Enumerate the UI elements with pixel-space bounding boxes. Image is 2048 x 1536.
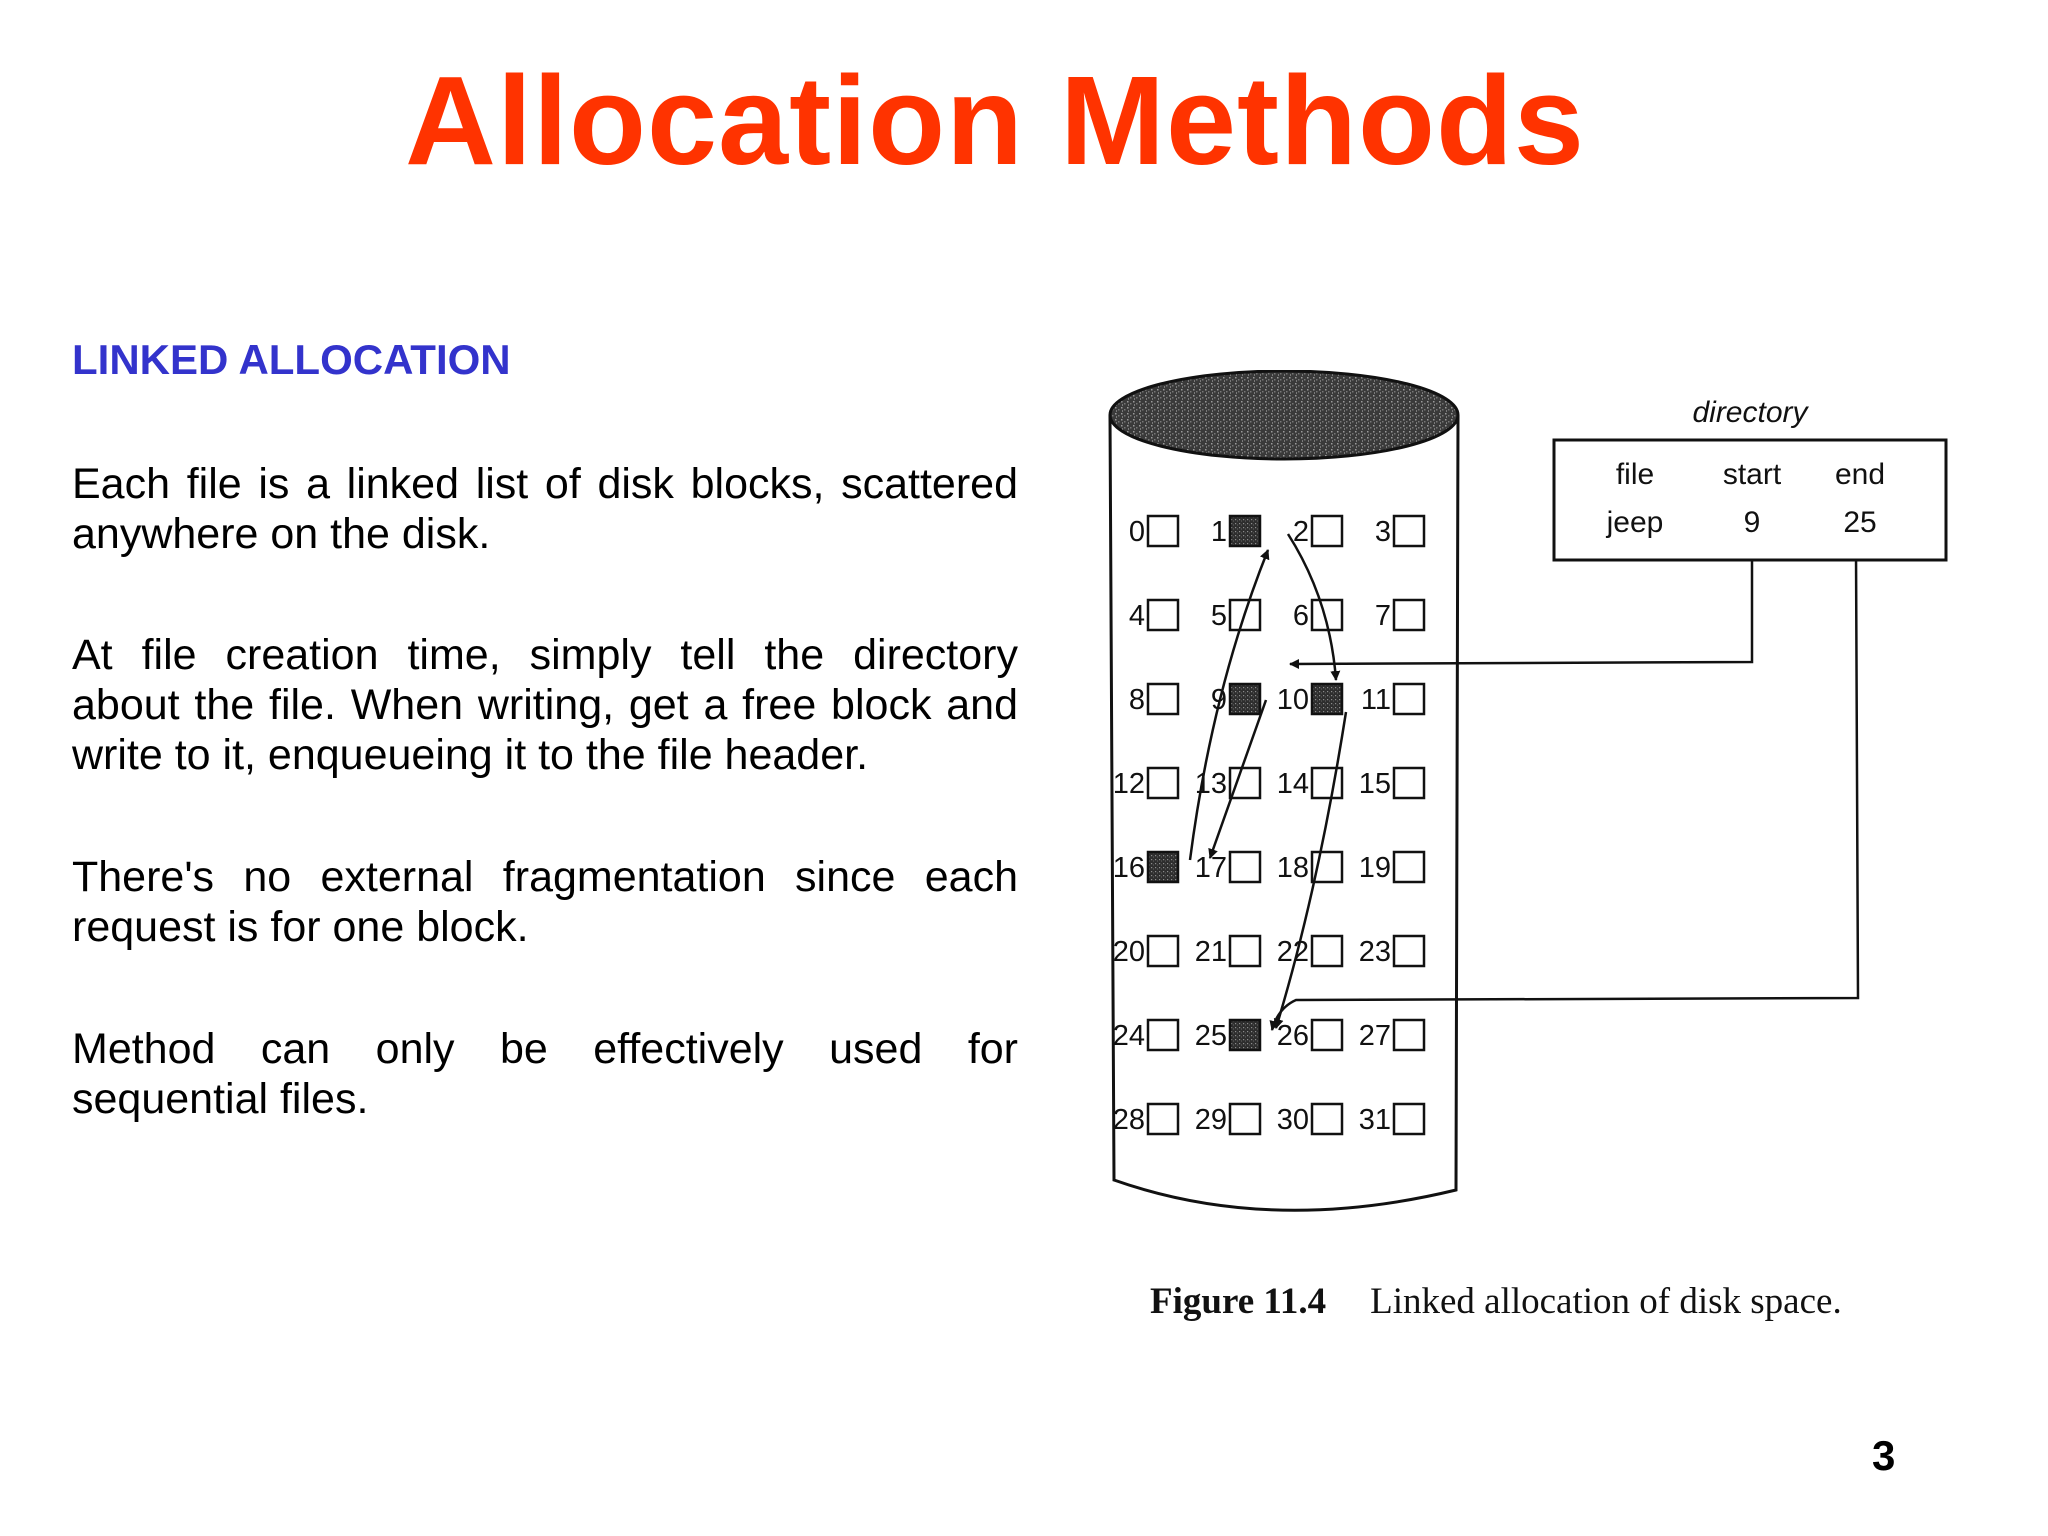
disk-block-4 [1129,600,1178,632]
block-number: 0 [1128,516,1145,548]
free-block-square [1394,768,1424,798]
directory-label: directory [1692,396,1808,429]
disk-block-7 [1375,600,1424,632]
free-block-square [1148,1104,1178,1134]
block-number: 28 [1112,1104,1145,1136]
figure-caption [1150,1280,1842,1323]
row-file-value: jeep [1606,506,1664,539]
used-block-square [1148,852,1178,882]
directory-table [1554,396,1946,560]
disk-block-5 [1211,600,1260,632]
disk-block-24 [1113,1020,1178,1052]
row-start-value: 9 [1743,506,1761,539]
disk-block-3 [1375,516,1424,548]
paragraph-fragmentation: There's no external fragmentation since each request is for one block. [72,853,1018,951]
block-number: 11 [1360,684,1391,716]
block-number: 9 [1210,684,1227,716]
disk-block-11 [1361,684,1424,716]
free-block-square [1394,1104,1424,1134]
linked-allocation-figure [1090,370,1990,1330]
disk-block-21 [1195,936,1260,968]
block-number: 26 [1276,1020,1309,1052]
block-number: 22 [1276,936,1309,968]
used-block-square [1312,684,1342,714]
figure-caption-number: Figure 11.4 [1150,1281,1327,1322]
disk-block-8 [1129,684,1178,716]
paragraph-sequential: Method can only be effectively used for sequential files. [72,1025,1018,1123]
disk-block-10 [1277,684,1342,716]
section-heading: LINKED ALLOCATION [72,336,511,383]
block-number: 7 [1374,600,1391,632]
free-block-square [1394,936,1424,966]
figure-caption-text: Linked allocation of disk space. [1370,1281,1842,1322]
free-block-square [1394,684,1424,714]
disk-block-20 [1113,936,1178,968]
slide-title: Allocation Methods [405,50,1585,191]
arrow-dir-start-to-9 [1290,552,1752,664]
used-block-square [1230,1020,1260,1050]
block-grid [1113,516,1424,1136]
disk-block-27 [1359,1020,1424,1052]
paragraph-file-creation: At file creation time, simply tell the directory about the file. When writing, get a free block and write to it, enqueueing it to the file header. [72,631,1018,779]
column-start-header: start [1722,458,1782,491]
free-block-square [1148,684,1178,714]
column-file-header: file [1615,458,1655,491]
free-block-square [1312,516,1342,546]
page-number: 3 [1872,1432,1896,1479]
free-block-square [1230,852,1260,882]
block-number: 17 [1194,852,1227,884]
block-number: 21 [1194,936,1227,968]
free-block-square [1148,936,1178,966]
disk-block-28 [1113,1104,1178,1136]
disk-block-22 [1277,936,1342,968]
disk-block-16 [1113,852,1178,884]
used-block-square [1230,516,1260,546]
column-end-header: end [1834,458,1886,491]
free-block-square [1394,600,1424,630]
disk-block-15 [1359,768,1424,800]
block-number: 1 [1210,516,1227,548]
block-number: 25 [1194,1020,1227,1052]
disk-block-1 [1211,516,1260,548]
free-block-square [1394,1020,1424,1050]
block-number: 10 [1276,684,1309,716]
disk-block-18 [1277,852,1342,884]
block-number: 31 [1358,1104,1391,1136]
disk-block-26 [1277,1020,1342,1052]
block-number: 13 [1194,768,1227,800]
disk-block-29 [1195,1104,1260,1136]
free-block-square [1312,1104,1342,1134]
block-number: 27 [1358,1020,1391,1052]
block-number: 3 [1374,516,1391,548]
disk-block-19 [1359,852,1424,884]
free-block-square [1312,1020,1342,1050]
block-number: 8 [1128,684,1145,716]
disk-block-31 [1359,1104,1424,1136]
block-number: 30 [1276,1104,1309,1136]
block-number: 16 [1112,852,1145,884]
free-block-square [1230,768,1260,798]
free-block-square [1312,936,1342,966]
disk-block-12 [1113,768,1178,800]
block-number: 29 [1194,1104,1227,1136]
disk-block-2 [1293,516,1342,548]
block-number: 12 [1112,768,1145,800]
disk-block-17 [1195,852,1260,884]
free-block-square [1148,516,1178,546]
disk-block-30 [1277,1104,1342,1136]
free-block-square [1230,936,1260,966]
disk-block-23 [1359,936,1424,968]
disk-block-0 [1129,516,1178,548]
block-number: 19 [1358,852,1391,884]
block-number: 23 [1358,936,1391,968]
free-block-square [1230,1104,1260,1134]
paragraph-linked-list: Each file is a linked list of disk blocks, scattered anywhere on the disk. [72,460,1018,558]
free-block-square [1148,1020,1178,1050]
block-number: 5 [1210,600,1227,632]
block-number: 18 [1276,852,1309,884]
row-end-value: 25 [1843,506,1877,539]
used-block-square [1230,684,1260,714]
disk-diagram [1090,370,1990,1330]
block-number: 2 [1292,516,1309,548]
block-number: 14 [1276,768,1309,800]
block-number: 6 [1292,600,1309,632]
block-number: 4 [1128,600,1145,632]
disk-block-6 [1293,600,1342,632]
block-number: 15 [1358,768,1391,800]
free-block-square [1394,516,1424,546]
free-block-square [1312,768,1342,798]
block-number: 24 [1112,1020,1145,1052]
block-number: 20 [1112,936,1145,968]
free-block-square [1148,768,1178,798]
free-block-square [1394,852,1424,882]
disk-block-25 [1195,1020,1260,1052]
free-block-square [1148,600,1178,630]
